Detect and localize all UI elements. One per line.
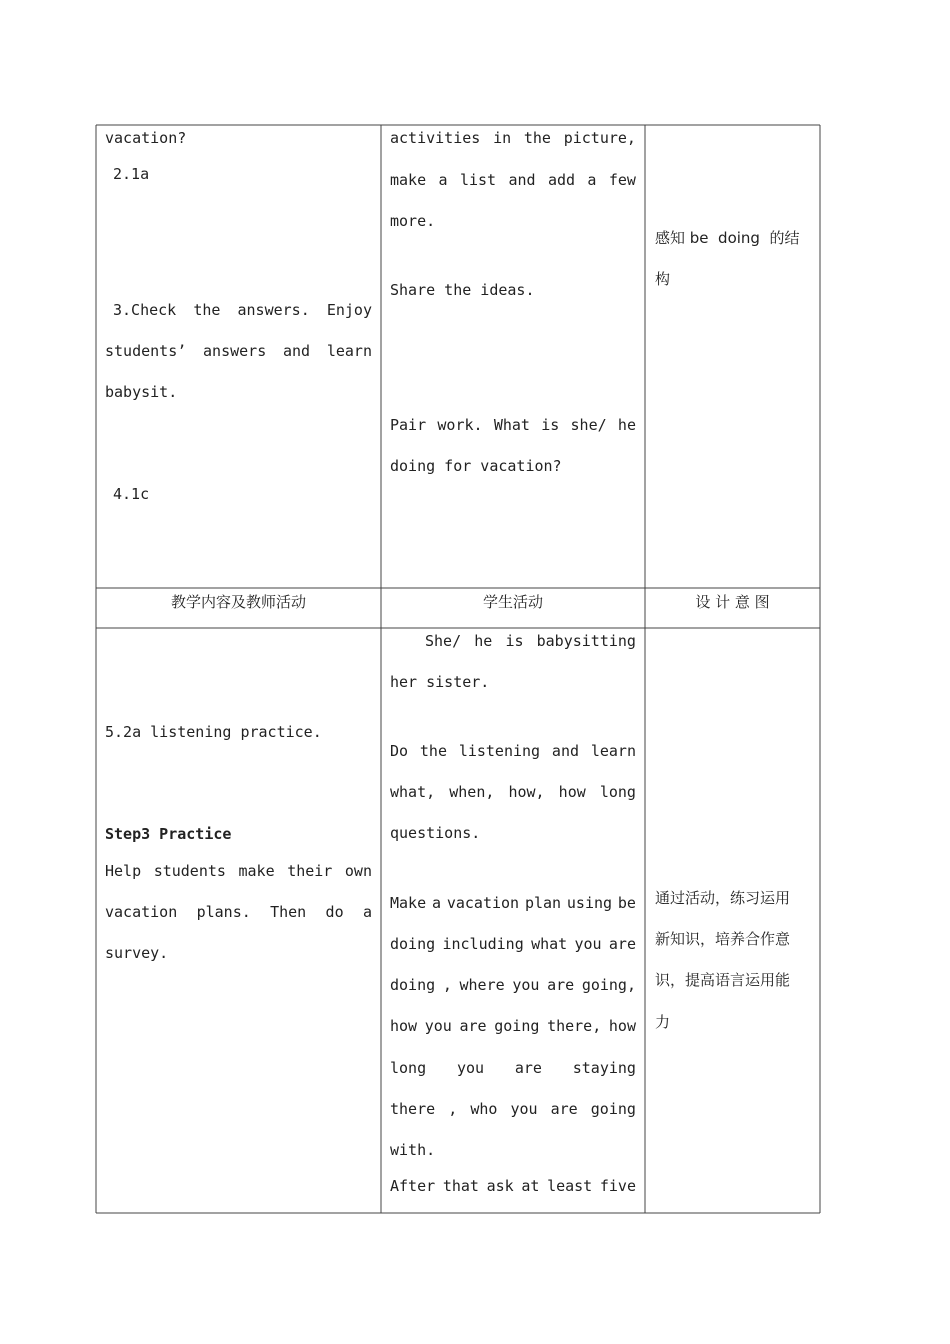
top-col2-line6: doing for vacation? [390,457,562,475]
word: listening [458,742,541,760]
word: make [238,862,275,880]
word: vacation [105,903,178,921]
word: staying [572,1059,636,1077]
word: a [431,894,441,912]
bottom-col2-line8 [390,975,636,995]
bottom-col3-line2: 新知识，培养合作意 [655,930,791,948]
word: are [459,1017,487,1035]
word: are [608,935,636,953]
header-student-activities: 学生活动 [482,593,543,611]
word: at [521,1177,540,1195]
bottom-col2-line5: questions. [390,824,481,842]
bottom-col2-line2: her sister. [390,673,490,691]
bottom-col2-line4 [390,782,636,802]
word: that [442,1177,479,1195]
top-col2-line5 [390,415,636,435]
top-col3-line1: 感知 be doing 的结 [655,229,800,247]
word: a [587,171,597,189]
word: babysitting [536,632,636,650]
bottom-col2-line12: with. [390,1141,436,1159]
word: After [390,1177,436,1195]
top-col1-line2: 2.1a [113,165,150,183]
header-teaching-content: 教学内容及教师活动 [170,593,306,611]
word: she/ [570,416,607,434]
word: you [512,976,540,994]
word: and [283,342,311,360]
word: is [505,632,524,650]
top-col2-line4: Share the ideas. [390,281,535,299]
word: the [419,742,447,760]
word: a [438,171,448,189]
word: are [547,976,575,994]
word: he [474,632,493,650]
word: he [617,416,636,434]
word: Make [390,894,427,912]
word: What [493,416,530,434]
word: how [608,1017,636,1035]
bottom-col1-line3 [105,902,372,922]
word: how, [508,783,545,801]
word: Pair [390,416,427,434]
word: answers. [237,301,310,319]
word: including [442,935,524,953]
bottom-col2-line13 [390,1176,636,1196]
bottom-col2-line6 [390,893,636,913]
word: there [390,1100,436,1118]
bottom-col2-line1 [425,631,636,651]
word: a [362,903,372,921]
word: where [459,976,505,994]
top-col1-line3 [113,300,372,320]
bottom-col2-line10 [390,1058,636,1078]
word: own [344,862,372,880]
word: is [541,416,560,434]
bottom-col1-line4: survey. [105,944,169,962]
top-col1-line4 [105,341,372,361]
word: make [390,171,427,189]
bottom-col2-line11 [390,1099,636,1119]
word: learn [590,742,636,760]
word: going [494,1017,540,1035]
word: you [510,1100,538,1118]
word: the [523,129,551,147]
word: activities [390,129,481,147]
word: do [325,903,344,921]
top-col1-line5: babysit. [105,383,178,401]
bottom-col1-line1: 5.2a listening practice. [105,723,322,741]
word: work. [437,416,483,434]
word: and [508,171,536,189]
top-col1-line1: vacation? [105,129,187,147]
bottom-col2-line9 [390,1016,636,1036]
word: , [448,1100,458,1118]
word: how [390,1017,418,1035]
word: the [193,301,221,319]
word: plans. [196,903,251,921]
word: least [547,1177,593,1195]
word: picture, [563,129,636,147]
word: five [599,1177,636,1195]
word: She/ [425,632,462,650]
bottom-col3-line1: 通过活动，练习运用 [655,889,791,907]
word: doing [390,976,436,994]
word: how [558,783,586,801]
word: in [493,129,512,147]
header-design-intent: 设 计 意 图 [695,593,770,611]
word: students’ [105,342,187,360]
bottom-col3-line4: 力 [655,1013,671,1031]
word: learn [326,342,372,360]
word: Do [390,742,409,760]
word: and [551,742,580,760]
word: when, [449,783,495,801]
bottom-col3-line3: 识，提高语言运用能 [655,971,791,989]
top-col2-line2 [390,170,636,190]
word: what [531,935,568,953]
word: what, [390,783,436,801]
top-col1-line6: 4.1c [113,485,150,503]
word: you [574,935,602,953]
step3-heading: Step3 Practice [105,825,232,843]
word: , [442,976,452,994]
top-col3-line2: 构 [655,270,671,288]
word: Help [105,862,142,880]
word: Then [270,903,307,921]
bottom-col1-line2 [105,861,372,881]
word: using [566,894,613,912]
word: who [470,1100,498,1118]
word: few [608,171,636,189]
word: vacation [446,894,520,912]
word: long [390,1059,427,1077]
word: list [459,171,497,189]
word: there, [547,1017,602,1035]
word: going, [581,976,636,994]
word: their [287,862,333,880]
word: you [456,1059,485,1077]
top-col2-line3: more. [390,212,436,230]
word: add [547,171,576,189]
bottom-col2-line3 [390,741,636,761]
word: are [514,1059,542,1077]
word: answers [203,342,267,360]
word: long [599,783,636,801]
word: be [617,894,636,912]
word: Enjoy [326,301,372,319]
word: 3.Check [113,301,177,319]
top-col2-line1 [390,128,636,148]
word: are [550,1100,578,1118]
word: you [424,1017,452,1035]
word: students [153,862,226,880]
word: going [590,1100,636,1118]
word: ask [486,1177,514,1195]
word: plan [524,894,562,912]
word: doing [390,935,436,953]
bottom-col2-line7 [390,934,636,954]
